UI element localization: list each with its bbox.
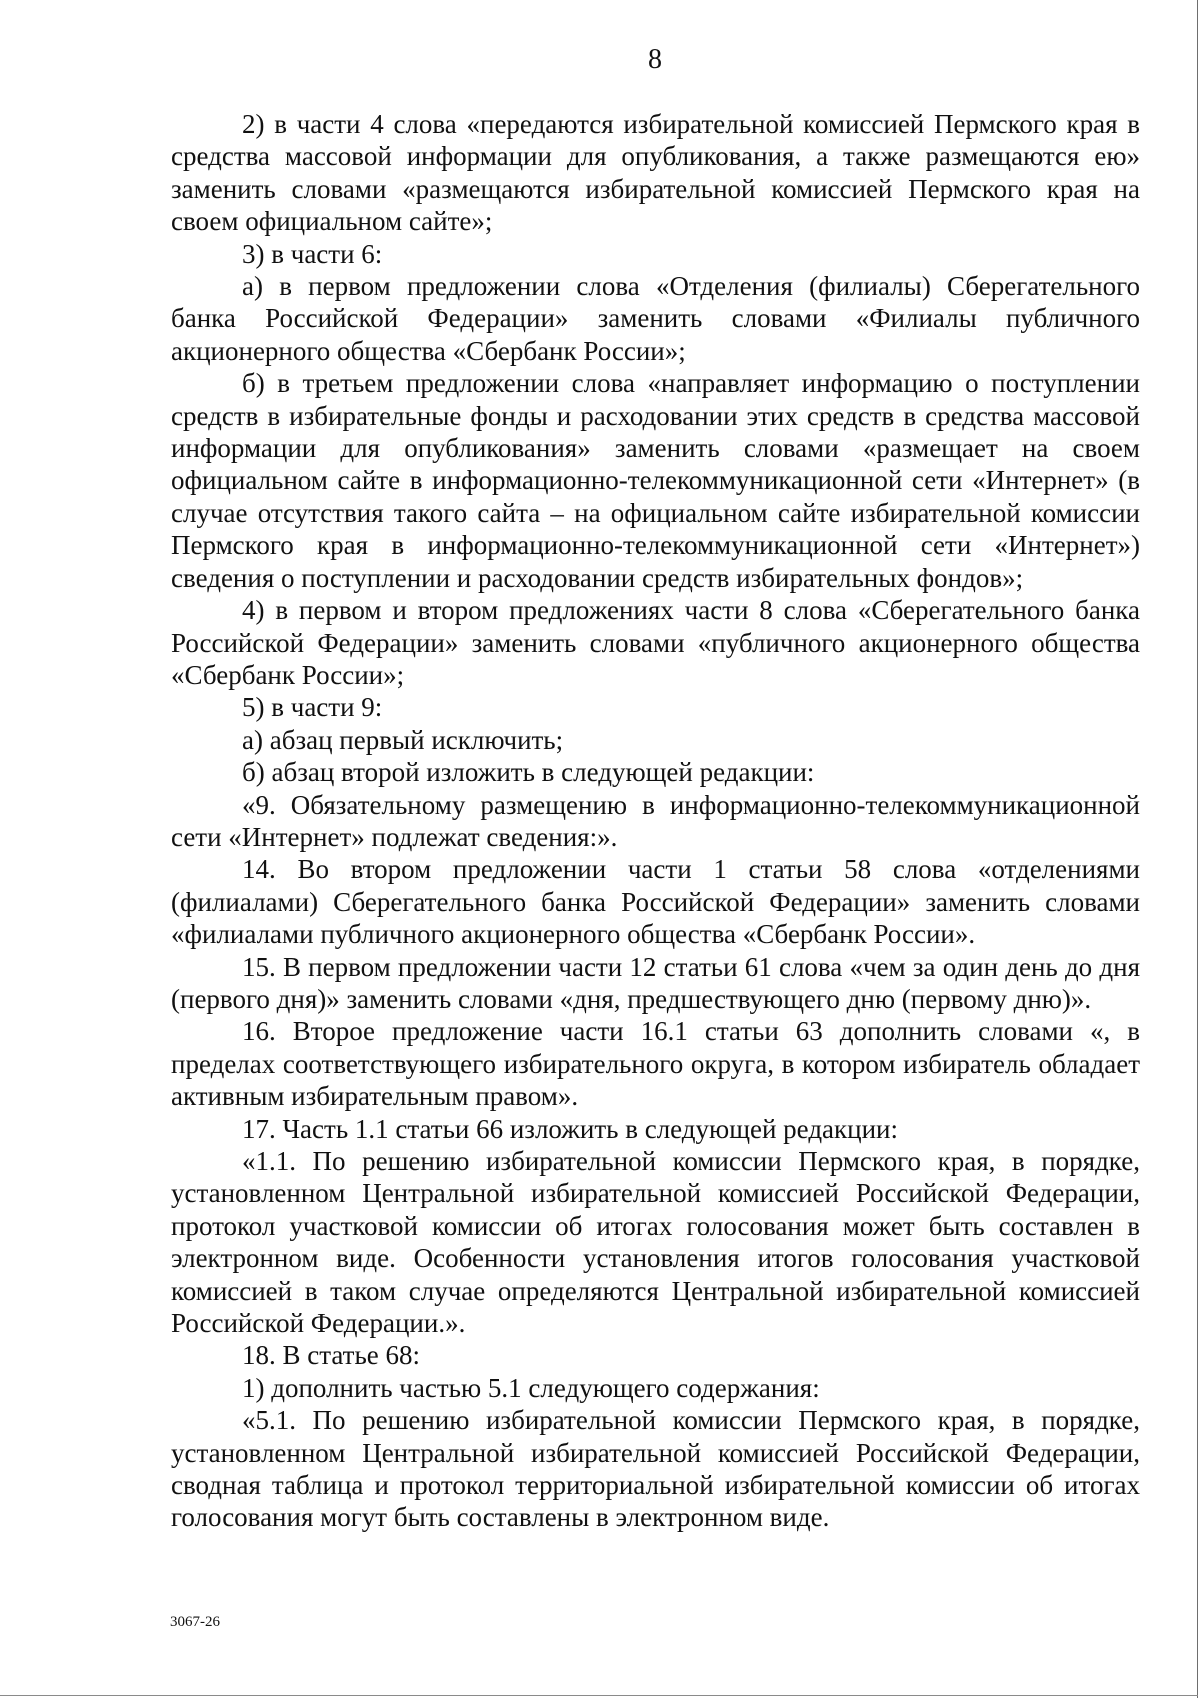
paragraph: «5.1. По решению избирательной комиссии Пермского края, в порядке, установленном Центральной избирательной комиссией Российской Федерации, сводная таблица и протокол территориальной избирательной комиссии об итогах голосования могут быть составлены в электронном виде. — [171, 1405, 1140, 1533]
paragraph: «1.1. По решению избирательной комиссии Пермского края, в порядке, установленном Центральной избирательной комиссией Российской Федерации, протокол участковой комиссии об итогах голосования может быть составлен в электронном виде. Особенности установления итогов голосования участковой комиссией в таком случае определяются Центральной избирательной комиссией Российской Федерации.». — [171, 1146, 1140, 1339]
paragraph: 2) в части 4 слова «передаются избирательной комиссией Пермского края в средства массовой информации для опубликования, а также размещаются ею» заменить словами «размещаются избирательной комиссией Пермского края на своем официальном сайте»; — [171, 109, 1140, 237]
document-code: 3067-26 — [170, 1614, 220, 1630]
page-number: 8 — [648, 44, 662, 75]
paragraph: 17. Часть 1.1 статьи 66 изложить в следующей редакции: — [242, 1113, 899, 1144]
paragraph: 1) дополнить частью 5.1 следующего содержания: — [242, 1372, 820, 1403]
paragraph: 18. В статье 68: — [242, 1340, 421, 1371]
page-edge-right — [1197, 0, 1198, 1698]
paragraph: 5) в части 9: — [242, 692, 383, 723]
paragraph: а) абзац первый исключить; — [242, 724, 564, 755]
paragraph: 3) в части 6: — [242, 238, 383, 269]
paragraph: а) в первом предложении слова «Отделения (филиалы) Сберегательного банка Российской Федерации» заменить словами «Филиалы публичного акционерного общества «Сбербанк России»; — [171, 271, 1140, 366]
paragraph: «9. Обязательному размещению в информационно-телекоммуникационной сети «Интернет» подлежат сведения:». — [171, 789, 1140, 852]
paragraph: 16. Второе предложение части 16.1 статьи 63 дополнить словами «, в пределах соответствующего избирательного округа, в котором избиратель обладает активным избирательным правом». — [171, 1016, 1140, 1112]
paragraph: б) в третьем предложении слова «направляет информацию о поступлении средств в избирательные фонды и расходовании этих средств в средства массовой информации для опубликования» заменить словами «размещает на своем официальном сайте в информационно-телекоммуникационной сети «Интернет» (в случае отсутствия такого сайта – на официальном сайте избирательной комиссии Пермского края в информационно-телекоммуникационной сети «Интернет») сведения о поступлении и расходовании средств избирательных фондов»; — [171, 368, 1140, 593]
document-body — [171, 108, 1140, 1534]
paragraph: 15. В первом предложении части 12 статьи 61 слова «чем за один день до дня (первого дня)» заменить словами «дня, предшествующего дню (первому дню)». — [171, 951, 1140, 1014]
page-edge-bottom — [0, 1695, 1198, 1696]
paragraph: 4) в первом и втором предложениях части 8 слова «Сберегательного банка Российской Федерации» заменить словами «публичного акционерного общества «Сбербанк России»; — [171, 595, 1140, 690]
paragraph: 14. Во втором предложении части 1 статьи 58 слова «отделениями (филиалами) Сберегательного банка Российской Федерации» заменить словами «филиалами публичного акционерного общества «Сбербанк России». — [171, 854, 1140, 950]
paragraph: б) абзац второй изложить в следующей редакции: — [242, 757, 815, 788]
